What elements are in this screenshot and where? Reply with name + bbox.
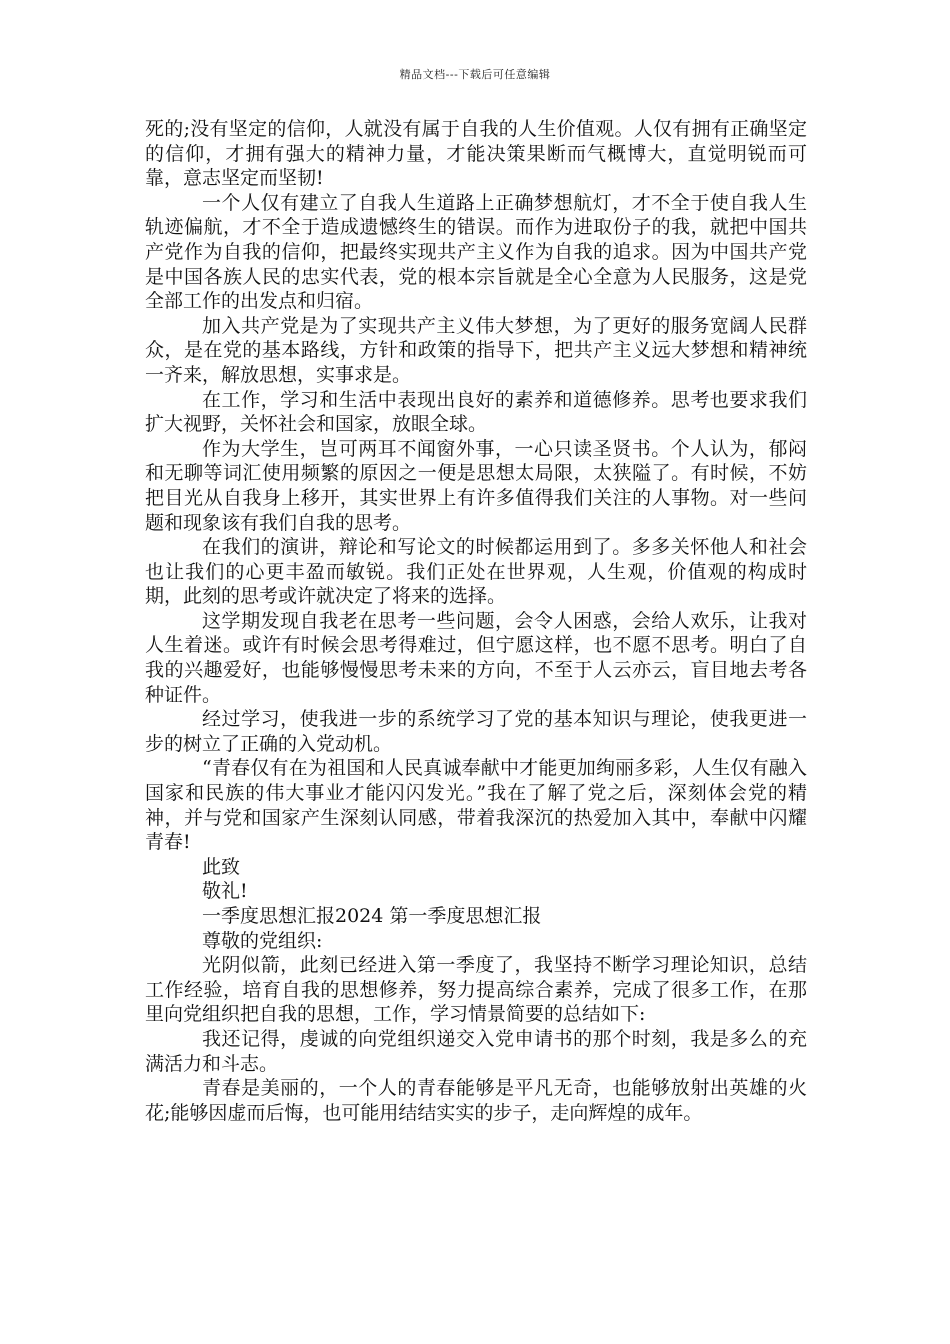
greeting: 尊敬的党组织: bbox=[202, 929, 323, 952]
paragraph: 这学期发现自我老在思考一些问题，会令人困惑，会给人欢乐，让我对人生着迷。或许有时候会思考得难过，但宁愿这样，也不愿不思考。明白了自我的兴趣爱好，也能够慢慢思考未来的方向，不至于人云亦云，盲目地去考各种证件。 bbox=[145, 609, 807, 706]
document-body bbox=[145, 117, 807, 1125]
quote-paragraph: “青春仅有在为祖国和人民真诚奉献中才能更加绚丽多彩，人生仅有融入国家和民族的伟大事业才能闪闪发光。”我在了解了党之后，深刻体会党的精神，并与党和国家产生深刻认同感，带着我深沉的热爱加入其中，奉献中闪耀青春! bbox=[145, 757, 807, 854]
closing-salutation: 此致 bbox=[202, 855, 241, 878]
paragraph: 作为大学生，岂可两耳不闻窗外事，一心只读圣贤书。个人认为，郁闷和无聊等词汇使用频繁的原因之一便是思想太局限，太狭隘了。有时候，不妨把目光从自我身上移开，其实世界上有许多值得我们关注的人事物。对一些问题和现象该有我们自我的思考。 bbox=[145, 437, 807, 534]
paragraph: 在我们的演讲，辩论和写论文的时候都运用到了。多多关怀他人和社会也让我们的心更丰盈而敏锐。我们正处在世界观，人生观，价值观的构成时期，此刻的思考或许就决定了将来的选择。 bbox=[145, 536, 807, 608]
paragraph: 经过学习，使我进一步的系统学习了党的基本知识与理论，使我更进一步的树立了正确的入党动机。 bbox=[145, 708, 807, 755]
paragraph: 我还记得，虔诚的向党组织递交入党申请书的那个时刻，我是多么的充满活力和斗志。 bbox=[145, 1027, 807, 1075]
closing-regards: 敬礼! bbox=[202, 880, 248, 903]
section-title: 一季度思想汇报2024 第一季度思想汇报 bbox=[202, 905, 542, 927]
paragraph: 死的;没有坚定的信仰，人就没有属于自我的人生价值观。人仅有拥有正确坚定的信仰，才拥有强大的精神力量，才能决策果断而气概博大，直觉明锐而可靠，意志坚定而坚韧! bbox=[145, 118, 807, 190]
page-header: 精品文档---下载后可任意编辑 bbox=[399, 68, 551, 81]
paragraph: 加入共产党是为了实现共产主义伟大梦想，为了更好的服务宽阔人民群众，是在党的基本路线，方针和政策的指导下，把共产主义远大梦想和精神统一齐来，解放思想，实事求是。 bbox=[145, 314, 807, 386]
paragraph: 光阴似箭，此刻已经进入第一季度了，我坚持不断学习理论知识，总结工作经验，培育自我的思想修养，努力提高综合素养，完成了很多工作，在那里向党组织把自我的思想，工作，学习情景简要的总结如下: bbox=[145, 954, 807, 1026]
paragraph: 在工作，学习和生活中表现出良好的素养和道德修养。思考也要求我们扩大视野，关怀社会和国家，放眼全球。 bbox=[145, 388, 807, 436]
paragraph: 青春是美丽的，一个人的青春能够是平凡无奇，也能够放射出英雄的火花;能够因虚而后悔，也可能用结结实实的步子，走向辉煌的成年。 bbox=[145, 1077, 807, 1124]
paragraph: 一个人仅有建立了自我人生道路上正确梦想航灯，才不全于使自我人生轨迹偏航，才不全于造成遗憾终生的错误。而作为进取份子的我，就把中国共产党作为自我的信仰，把最终实现共产主义作为自我的追求。因为中国共产党是中国各族人民的忠实代表，党的根本宗旨就是全心全意为人民服务，这是党全部工作的出发点和归宿。 bbox=[145, 191, 807, 313]
